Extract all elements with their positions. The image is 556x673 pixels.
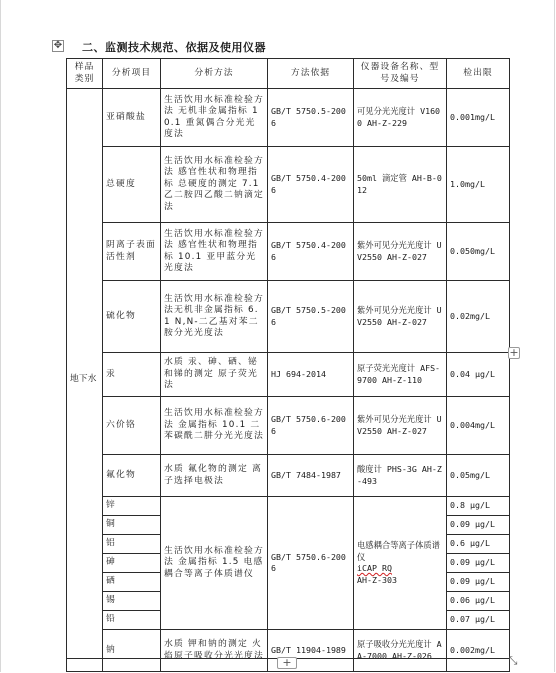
- basis-cell: GB/T 5750.4-2006: [268, 147, 354, 223]
- metals-instrument-name: 电感耦合等离子体质谱仪: [357, 540, 440, 562]
- item-cell: 亚硝酸盐: [103, 89, 161, 147]
- metal-limit-cell: 0.09 μg/L: [447, 573, 510, 592]
- metal-item-cell: 硒: [103, 573, 161, 592]
- limit-cell: 0.004mg/L: [447, 397, 510, 455]
- category-cell: 地下水: [67, 89, 103, 672]
- limit-cell: 0.050mg/L: [447, 223, 510, 281]
- metal-item-cell: 锌: [103, 497, 161, 516]
- basis-cell: GB/T 7484-1987: [268, 455, 354, 497]
- metals-instrument-code: AH-Z-303: [357, 574, 397, 585]
- item-cell: 阴离子表面活性剂: [103, 223, 161, 281]
- header-basis: 方法依据: [268, 59, 354, 89]
- table-header-row: [67, 59, 510, 89]
- method-cell: 生活饮用水标准检验方法 感官性状和物理指标 总硬度的测定 7.1 乙二胺四乙酸二钠滴定法: [161, 147, 268, 223]
- basis-cell: GB/T 5750.5-2006: [268, 281, 354, 353]
- limit-cell: 0.001mg/L: [447, 89, 510, 147]
- limit-cell: 0.05mg/L: [447, 455, 510, 497]
- plus-icon[interactable]: +: [509, 346, 519, 359]
- table-row: [67, 455, 510, 497]
- metal-item-cell: 铜: [103, 516, 161, 535]
- instrument-cell: 紫外可见分光光度计 UV2550 AH-Z-027: [354, 281, 447, 353]
- method-cell: 水质 氟化物的测定 离子选择电极法: [161, 455, 268, 497]
- monitoring-methods-table: [66, 58, 510, 672]
- metal-item-cell: 砷: [103, 554, 161, 573]
- item-cell: 氟化物: [103, 455, 161, 497]
- table-row: [67, 223, 510, 281]
- item-cell: 总硬度: [103, 147, 161, 223]
- basis-cell: GB/T 5750.5-2006: [268, 89, 354, 147]
- item-cell: 六价铬: [103, 397, 161, 455]
- metals-instrument-cell: [354, 497, 447, 630]
- metal-limit-cell: 0.09 μg/L: [447, 516, 510, 535]
- basis-cell: GB/T 5750.6-2006: [268, 397, 354, 455]
- limit-cell: 0.02mg/L: [447, 281, 510, 353]
- item-cell: 硫化物: [103, 281, 161, 353]
- metal-item-cell: 铝: [103, 535, 161, 554]
- table-row: [67, 89, 510, 147]
- metals-method-cell: 生活饮用水标准检验方法 金属指标 1.5 电感耦合等离子体质谱仪: [161, 497, 268, 630]
- metal-row: [67, 497, 510, 516]
- item-cell: 钠: [103, 630, 161, 672]
- basis-cell: GB/T 11904-1989: [268, 630, 354, 672]
- move-cross-icon[interactable]: ✥: [53, 40, 63, 51]
- method-cell: 生活饮用水标准检验方法 金属指标 10.1 二苯碳酰二肼分光光度法: [161, 397, 268, 455]
- metals-basis-cell: GB/T 5750.6-2006: [268, 497, 354, 630]
- header-limit: 检出限: [447, 59, 510, 89]
- table-row: [67, 147, 510, 223]
- limit-cell: 0.002mg/L: [447, 630, 510, 672]
- limit-cell: 1.0mg/L: [447, 147, 510, 223]
- metals-instrument-model: iCAP RQ: [357, 563, 392, 573]
- instrument-cell: 紫外可见分光光度计 UV2550 AH-Z-027: [354, 223, 447, 281]
- method-cell: 生活饮用水标准检验方法 感官性状和物理指标 10.1 亚甲蓝分光光度法: [161, 223, 268, 281]
- metal-item-cell: 锡: [103, 592, 161, 611]
- metal-limit-cell: 0.8 μg/L: [447, 497, 510, 516]
- limit-cell: 0.04 μg/L: [447, 353, 510, 397]
- method-cell: 生活饮用水标准检验方法 无机非金属指标 10.1 重氮偶合分光光度法: [161, 89, 268, 147]
- table-row: [67, 397, 510, 455]
- basis-cell: HJ 694-2014: [268, 353, 354, 397]
- metal-limit-cell: 0.6 μg/L: [447, 535, 510, 554]
- metal-limit-cell: 0.07 μg/L: [447, 611, 510, 630]
- table-row: [67, 353, 510, 397]
- basis-cell: GB/T 5750.4-2006: [268, 223, 354, 281]
- header-item: 分析项目: [103, 59, 161, 89]
- page-right-edge: [554, 0, 555, 672]
- header-instrument: 仪器设备名称、型号及编号: [354, 59, 447, 89]
- diagonal-resize-icon[interactable]: ⤡: [508, 654, 518, 667]
- item-cell: 汞: [103, 353, 161, 397]
- header-category: 样品类别: [67, 59, 103, 89]
- instrument-cell: 原子荧光光度计 AFS-9700 AH-Z-110: [354, 353, 447, 397]
- instrument-cell: 可见分光光度计 V1600 AH-Z-229: [354, 89, 447, 147]
- instrument-cell: 酸度计 PHS-3G AH-Z-493: [354, 455, 447, 497]
- instrument-cell: 紫外可见分光光度计 UV2550 AH-Z-027: [354, 397, 447, 455]
- instrument-cell: 原子吸收分光光度计 AA-7000 AH-Z-026: [354, 630, 447, 672]
- table-row: [67, 281, 510, 353]
- header-method: 分析方法: [161, 59, 268, 89]
- instrument-cell: 50ml 滴定管 AH-B-012: [354, 147, 447, 223]
- method-cell: 生活饮用水标准检验方法无机非金属指标 6.1 N,N-二乙基对苯二胺分光光度法: [161, 281, 268, 353]
- metal-limit-cell: 0.09 μg/L: [447, 554, 510, 573]
- page-left-edge: [0, 0, 1, 672]
- method-cell: 水质 汞、砷、硒、铋和锑的测定 原子荧光法: [161, 353, 268, 397]
- metal-limit-cell: 0.06 μg/L: [447, 592, 510, 611]
- method-cell: 水质 钾和钠的测定 火焰原子吸收分光光度法: [161, 630, 268, 672]
- plus-icon[interactable]: +: [277, 657, 297, 669]
- section-heading: 二、监测技术规范、依据及使用仪器: [82, 41, 266, 54]
- metal-item-cell: 铅: [103, 611, 161, 630]
